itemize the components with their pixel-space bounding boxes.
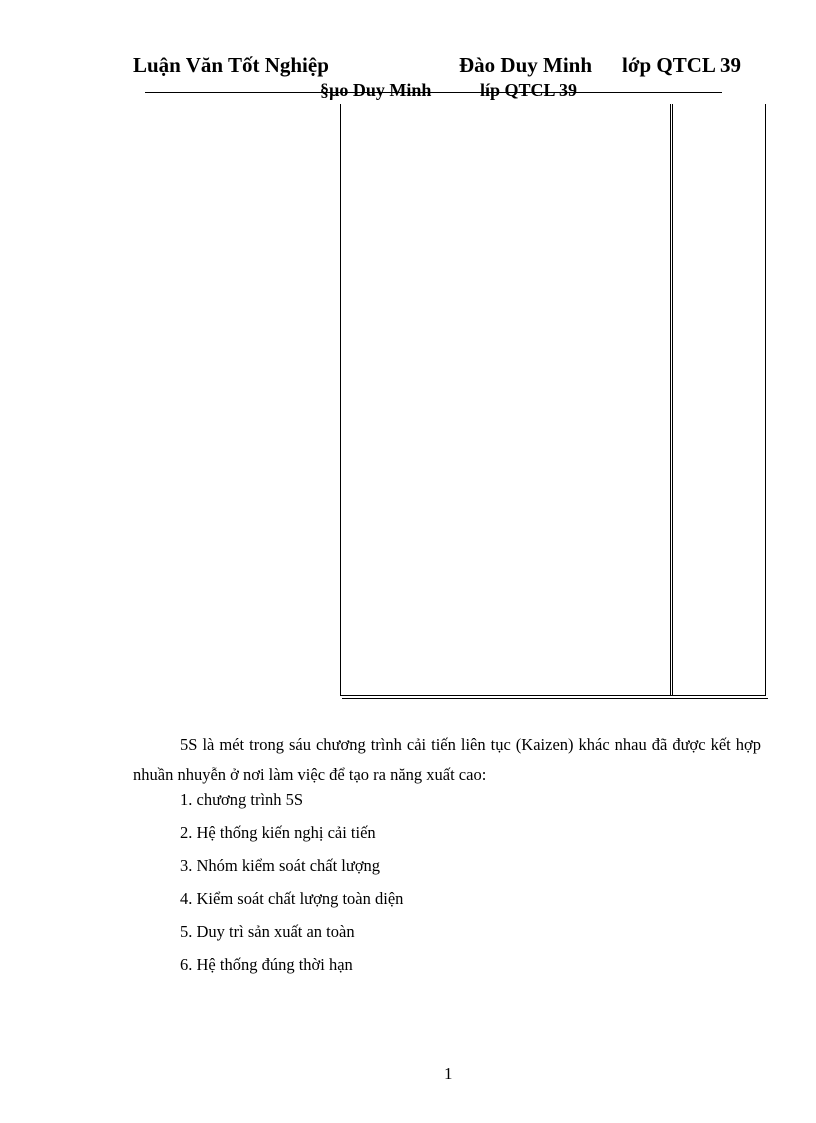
header-class: lớp QTCL 39 xyxy=(622,53,741,77)
list-item: 5. Duy trì sản xuất an toàn xyxy=(180,922,355,941)
table-column-divider-inner xyxy=(672,104,673,696)
header-overlay-class: líp QTCL 39 xyxy=(480,80,578,100)
list-item: 1. chương trình 5S xyxy=(180,790,304,809)
page-number: 1 xyxy=(444,1064,453,1083)
header-overlay-author: §µo Duy Minh xyxy=(320,80,432,100)
table-column-divider xyxy=(670,104,671,696)
list-item: 2. Hệ thống kiến nghị cải tiến xyxy=(180,823,376,842)
header-author: Đào Duy Minh xyxy=(459,53,593,77)
header-rule xyxy=(145,92,722,93)
table-frame xyxy=(340,104,766,696)
list-item: 3. Nhóm kiểm soát chất lượng xyxy=(180,856,381,875)
header-title: Luận Văn Tốt Nghiệp xyxy=(133,53,329,77)
list-item: 6. Hệ thống đúng thời hạn xyxy=(180,955,353,974)
table-bottom-rule xyxy=(342,698,768,699)
paragraph-text: 5S là mét trong sáu chương trình cải tiến liên tục (Kaizen) khác nhau đã được kết hợp nhuần nhuyễn ở nơi làm việc để tạo ra năng xuất cao: xyxy=(133,735,761,784)
body-paragraph xyxy=(133,730,761,790)
program-list xyxy=(180,789,403,987)
list-item: 4. Kiểm soát chất lượng toàn diện xyxy=(180,889,404,908)
